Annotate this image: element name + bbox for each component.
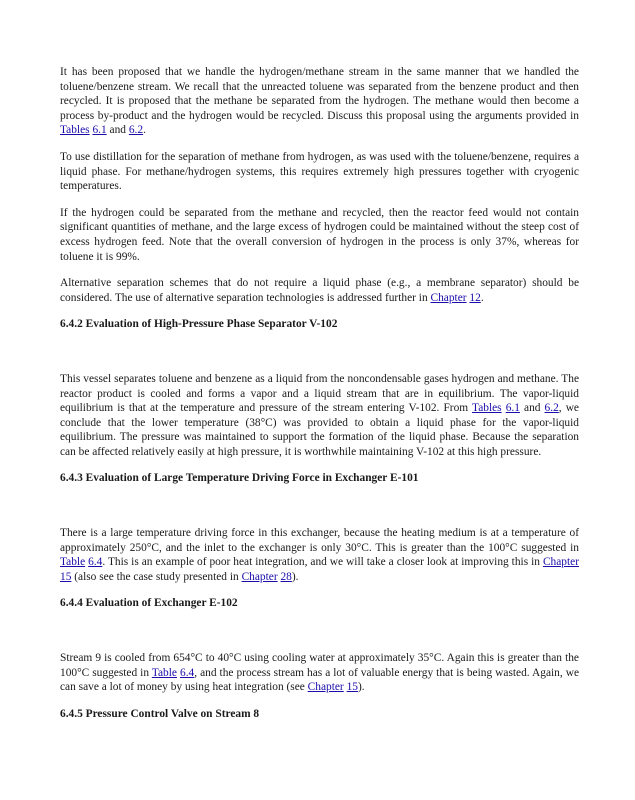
chapter-12-link[interactable]: 12 — [469, 291, 481, 304]
paragraph-alternative-separation: Alternative separation schemes that do not require a liquid phase (e.g., a membrane separator) should be considered. The use of alternative separation technologies is addressed further in Chapter 12. — [60, 277, 579, 304]
tables-link[interactable]: Tables — [60, 124, 90, 137]
paragraph-distillation: To use distillation for the separation of methane from hydrogen, as was used with the toluene/benzene, requires a liquid phase. For methane/hydrogen systems, this requires extremely high pressures together with cryogenic temperatures. — [60, 150, 579, 193]
table-6-4-link[interactable]: 6.4 — [88, 556, 103, 569]
table-6-4-link[interactable]: 6.4 — [180, 666, 195, 679]
chapter-28-link[interactable]: 28 — [280, 570, 292, 583]
paragraph-exchanger-e102: Stream 9 is cooled from 654°C to 40°C using cooling water at approximately 35°C. Again this is greater than the 100°C suggested in Table 6.4, and the process stream has a lot of valuable energy that is being wasted. Again, we can save a lot of money by using heat integration (see Chapter 15). — [60, 652, 580, 694]
tables-link[interactable]: Tables — [472, 402, 502, 415]
chapter-15-link[interactable]: 15 — [60, 570, 72, 583]
section-heading-6-4-2: 6.4.2 Evaluation of High-Pressure Phase Separator V-102 — [60, 318, 338, 331]
section-heading-6-4-4: 6.4.4 Evaluation of Exchanger E-102 — [60, 597, 238, 610]
table-link[interactable]: Table — [151, 666, 177, 679]
table-6-2-link[interactable]: 6.2 — [544, 402, 559, 415]
chapter-link[interactable]: Chapter — [307, 681, 344, 694]
document-page — [60, 65, 579, 721]
table-6-2-link[interactable]: 6.2 — [128, 124, 144, 137]
section-heading-6-4-5: 6.4.5 Pressure Control Valve on Stream 8 — [60, 707, 260, 720]
section-heading-6-4-3: 6.4.3 Evaluation of Large Temperature Driving Force in Exchanger E-101 — [60, 472, 419, 485]
paragraph-recycle: If the hydrogen could be separated from the methane and recycled, then the reactor feed would not contain significant quantities of methane, and the large excess of hydrogen could be maintained without the steep cost of excess hydrogen feed. Note that the overall conversion of hydrogen in the process is only 37%, whereas for toluene it is 99%. — [60, 206, 579, 263]
table-link[interactable]: Table — [60, 556, 86, 569]
chapter-link[interactable]: Chapter — [542, 556, 579, 569]
paragraph-phase-separator: This vessel separates toluene and benzene as a liquid from the noncondensable gases hydrogen and methane. The reactor product is cooled and forms a vapor and a liquid stream that are in equilibrium. The vapor-liquid equilibrium is that at the temperature and pressure of the stream entering V-102. From Tables 6.1 and 6.2, we conclude that the lower temperature (38°C) was provided to obtain a liquid phase for the vapor-liquid equilibrium. The pressure was maintained to support the formation of the liquid phase. Because the separation can be affected relatively easily at high pressure, it is worthwhile maintaining V-102 at this high pressure. — [60, 372, 579, 458]
table-6-1-link[interactable]: 6.1 — [92, 124, 107, 137]
chapter-link[interactable]: Chapter — [241, 570, 278, 583]
paragraph-hydrogen-methane-proposal: It has been proposed that we handle the hydrogen/methane stream in the same manner that we handled the toluene/benzene stream. We recall that the unreacted toluene was separated from the benzene product and then recycled. It is proposed that the methane be separated from the hydrogen. The methane would then become a process by-product and the hydrogen would be recycled. Discuss this proposal using the arguments provided in Tables 6.1 and 6.2. — [60, 66, 579, 137]
table-6-1-link[interactable]: 6.1 — [505, 402, 520, 415]
paragraph-exchanger-e101: There is a large temperature driving force in this exchanger, because the heating medium is at a temperature of approximately 250°C, and the inlet to the exchanger is only 30°C. This is greater than the 100°C suggested in Table 6.4. This is an example of poor heat integration, and we will take a closer look at improving this in Chapter 15 (also see the case study presented in Chapter 28). — [60, 527, 579, 583]
chapter-15-link[interactable]: 15 — [346, 681, 358, 694]
chapter-link[interactable]: Chapter — [430, 291, 467, 304]
